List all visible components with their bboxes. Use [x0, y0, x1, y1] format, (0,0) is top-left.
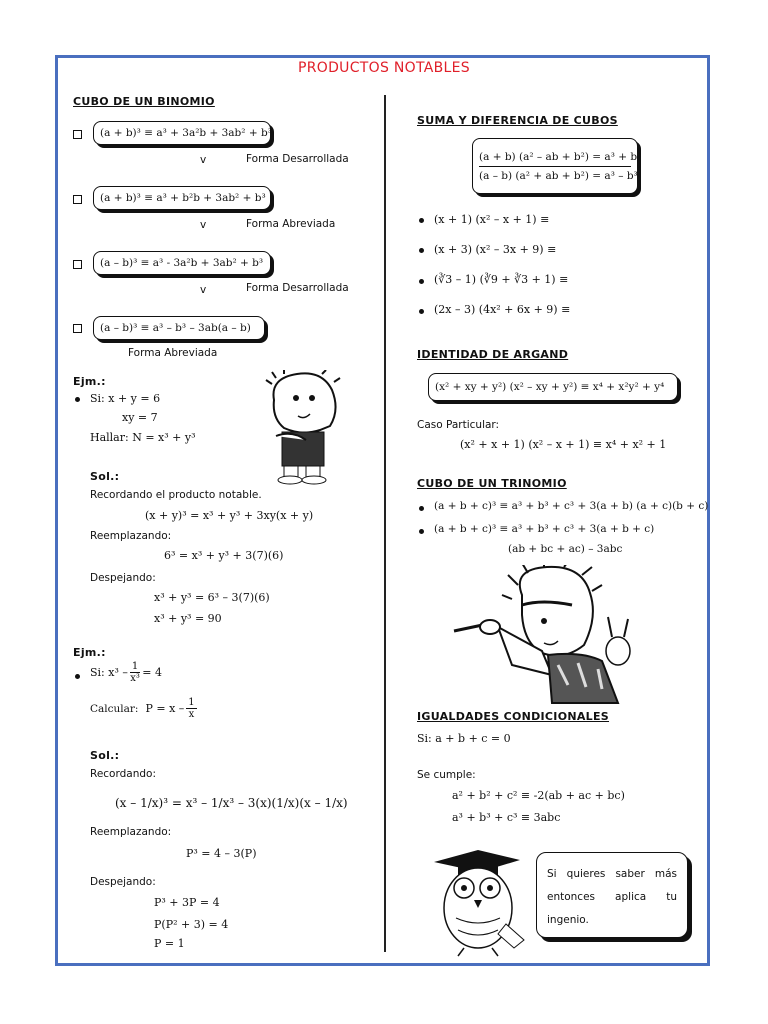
solution-label-1: Sol.: — [90, 470, 120, 483]
igualdades-condition: Si: a + b + c = 0 — [417, 732, 511, 745]
heading-suma-diferencia: SUMA Y DIFERENCIA DE CUBOS — [417, 114, 618, 127]
igualdades-eq-2: a³ + b³ + c³ ≡ 3abc — [452, 811, 561, 824]
fraction — [130, 661, 140, 684]
bullet — [419, 218, 424, 223]
sol1-eq1: (x + y)³ = x³ + y³ + 3xy(x + y) — [145, 509, 314, 522]
calcular-p: P = x – — [145, 702, 185, 715]
trinomio-eq-1: (a + b + c)³ ≡ a³ + b³ + c³ + 3(a + b) (a + c)(b + c) — [434, 500, 709, 512]
heading-cubo-trinomio: CUBO DE UN TRINOMIO — [417, 477, 567, 490]
solution-label-2: Sol.: — [90, 749, 120, 762]
example1-hallar: Hallar: N = x³ + y³ — [90, 431, 196, 444]
trinomio-eq-2-cont: (ab + bc + ac) – 3abc — [508, 543, 623, 555]
example2-calcular — [90, 697, 199, 720]
suma-ex-3: (∛3 – 1) (∛9 + ∛3 + 1) ≡ — [434, 273, 569, 286]
example2-si: Si: — [90, 666, 105, 679]
bullet — [419, 309, 424, 314]
checkbox-bullet — [73, 260, 82, 269]
checkbox-bullet — [73, 324, 82, 333]
example-label-1: Ejm.: — [73, 375, 106, 388]
cartoon-girl-illustration — [262, 370, 346, 486]
sol1-eq3: x³ + y³ = 6³ – 3(7)(6) — [154, 591, 270, 604]
bullet — [419, 529, 424, 534]
bullet — [419, 248, 424, 253]
owl-illustration — [428, 848, 528, 960]
sol1-recordando: Recordando el producto notable. — [90, 489, 262, 501]
caso-particular-label: Caso Particular: — [417, 419, 500, 431]
page-title: PRODUCTOS NOTABLES — [298, 60, 470, 76]
suma-ex-1: (x + 1) (x² – x + 1) ≡ — [434, 213, 550, 226]
sol2-eq5: P = 1 — [154, 937, 185, 950]
example-label-2: Ejm.: — [73, 646, 106, 659]
calcular-label: Calcular: — [90, 702, 139, 715]
igualdades-eq-1: a² + b² + c² ≡ -2(ab + ac + bc) — [452, 789, 625, 802]
suma-cubos: (a + b) (a² – ab + b²) = a³ + b³ — [479, 151, 631, 167]
sol2-despejando: Despejando: — [90, 876, 156, 888]
sol2-eq2: P³ = 4 – 3(P) — [186, 847, 257, 860]
sol2-eq4: P(P² + 3) = 4 — [154, 918, 229, 931]
formula-note-3: Forma Desarrollada — [246, 282, 349, 294]
sol1-reemplazando: Reemplazando: — [90, 530, 172, 542]
formula-box-3: (a – b)³ ≡ a³ - 3a²b + 3ab² + b³ — [93, 251, 271, 275]
bullet — [75, 674, 80, 679]
trinomio-eq-2: (a + b + c)³ ≡ a³ + b³ + c³ + 3(a + b + c) — [434, 523, 655, 535]
bullet — [75, 397, 80, 402]
example2-cond-b: = 4 — [142, 666, 162, 679]
column-divider — [384, 95, 386, 952]
heading-argand: IDENTIDAD DE ARGAND — [417, 348, 569, 361]
heading-cubo-binomio: CUBO DE UN BINOMIO — [73, 95, 215, 108]
formula-note-1: Forma Desarrollada — [246, 153, 349, 165]
formula-note-2: Forma Abreviada — [246, 218, 336, 230]
caso-particular-eq: (x² + x + 1) (x² – x + 1) ≡ x⁴ + x² + 1 — [460, 438, 667, 451]
suma-ex-2: (x + 3) (x² – 3x + 9) ≡ — [434, 243, 557, 256]
sol2-eq3: P³ + 3P = 4 — [154, 896, 220, 909]
arrow-down-icon: v — [200, 284, 207, 296]
cartoon-boy-illustration — [452, 565, 642, 705]
heading-igualdades: IGUALDADES CONDICIONALES — [417, 710, 610, 723]
sol1-despejando: Despejando: — [90, 572, 156, 584]
sol1-eq4: x³ + y³ = 90 — [154, 612, 222, 625]
fraction — [186, 697, 196, 720]
fraction-den: x — [188, 709, 195, 720]
sol2-recordando: Recordando: — [90, 768, 156, 780]
arrow-down-icon: v — [200, 219, 207, 231]
example1-condition-xy: xy = 7 — [122, 411, 158, 424]
checkbox-bullet — [73, 130, 82, 139]
formula-note-4: Forma Abreviada — [128, 347, 218, 359]
fraction-num: 1 — [188, 697, 195, 708]
formula-box-1: (a + b)³ ≡ a³ + 3a²b + 3ab² + b³ — [93, 121, 271, 145]
sol1-eq2: 6³ = x³ + y³ + 3(7)(6) — [164, 549, 284, 562]
fraction-den: x³ — [130, 673, 140, 684]
speech-note-box: Si quieres saber más entonces aplica tu ingenio. — [536, 852, 688, 938]
bullet — [419, 279, 424, 284]
formula-box-2: (a + b)³ ≡ a³ + b²b + 3ab² + b³ — [93, 186, 271, 210]
example1-condition: Si: x + y = 6 — [90, 392, 161, 405]
suma-ex-4: (2x – 3) (4x² + 6x + 9) ≡ — [434, 303, 571, 316]
formula-box-argand: (x² + xy + y²) (x² – xy + y²) ≡ x⁴ + x²y² + y⁴ — [428, 373, 678, 401]
sol2-eq1: (x – 1/x)³ = x³ – 1/x³ – 3(x)(1/x)(x – 1/x) — [115, 796, 348, 810]
formula-box-4: (a – b)³ ≡ a³ – b³ – 3ab(a – b) — [93, 316, 265, 340]
sol2-reemplazando: Reemplazando: — [90, 826, 172, 838]
example2-condition — [90, 661, 162, 684]
diferencia-cubos: (a – b) (a² + ab + b²) = a³ – b³ — [479, 169, 638, 182]
formula-box-suma-diferencia — [472, 138, 642, 194]
example2-cond-a: x³ – — [108, 666, 128, 679]
fraction-num: 1 — [131, 661, 139, 672]
bullet — [419, 506, 424, 511]
se-cumple-label: Se cumple: — [417, 769, 476, 781]
arrow-down-icon: v — [200, 154, 207, 166]
checkbox-bullet — [73, 195, 82, 204]
